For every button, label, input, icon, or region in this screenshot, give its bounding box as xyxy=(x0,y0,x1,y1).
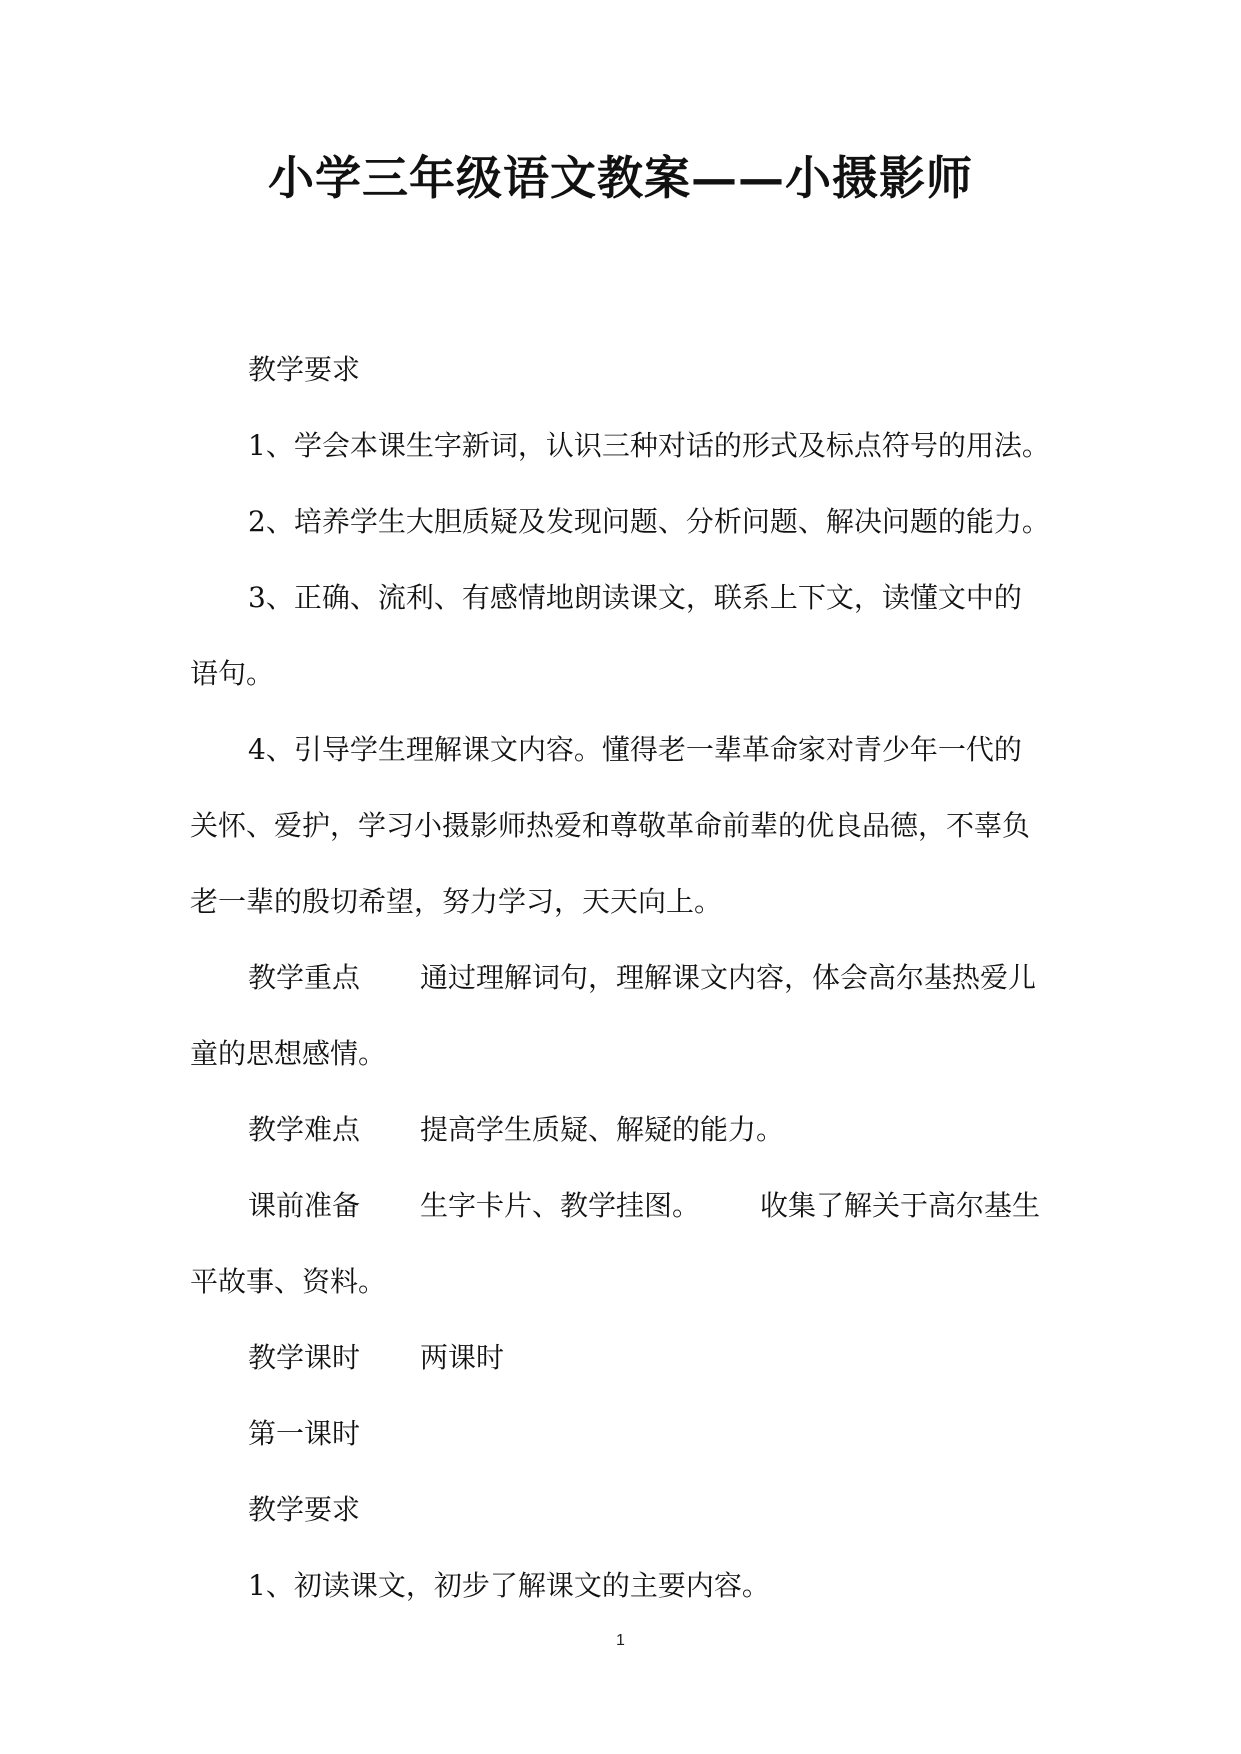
requirement-item-4-line-2: 关怀、爱护，学习小摄影师热爱和尊敬革命前辈的优良品德，不辜负 xyxy=(190,809,1031,842)
requirement-item-2: 2、培养学生大胆质疑及发现问题、分析问题、解决问题的能力。 xyxy=(248,505,1050,538)
first-period-item-1: 1、初读课文，初步了解课文的主要内容。 xyxy=(248,1569,770,1602)
preparation-text-a: 生字卡片、教学挂图。 xyxy=(420,1189,701,1222)
requirement-item-4-line-1: 4、引导学生理解课文内容。懂得老一辈革命家对青少年一代的 xyxy=(248,733,1022,766)
page-number: 1 xyxy=(616,1632,625,1649)
key-points-label: 教学重点 xyxy=(248,961,361,994)
document-title: 小学三年级语文教案——小摄影师 xyxy=(268,151,973,205)
preparation-text-b: 收集了解关于高尔基生 xyxy=(760,1189,1041,1222)
difficulty-line xyxy=(190,1092,1060,1168)
key-points-line-2: 童的思想感情。 xyxy=(190,1037,387,1070)
requirement-item-3-line-1: 3、正确、流利、有感情地朗读课文，联系上下文，读懂文中的 xyxy=(248,581,1022,614)
key-points-text: 通过理解词句，理解课文内容，体会高尔基热爱儿 xyxy=(420,961,1037,994)
periods-line xyxy=(190,1320,1060,1396)
difficulty-label: 教学难点 xyxy=(248,1113,361,1146)
preparation-line-1 xyxy=(190,1168,1060,1244)
requirement-item-4-line-3: 老一辈的殷切希望，努力学习，天天向上。 xyxy=(190,885,723,918)
preparation-label: 课前准备 xyxy=(248,1189,361,1222)
section-heading-teaching-requirements: 教学要求 xyxy=(248,353,361,386)
first-period-heading: 第一课时 xyxy=(248,1417,361,1450)
periods-label: 教学课时 xyxy=(248,1341,361,1374)
periods-text: 两课时 xyxy=(420,1341,505,1374)
document-body xyxy=(190,332,1060,1624)
preparation-line-2: 平故事、资料。 xyxy=(190,1265,387,1298)
key-points-line-1 xyxy=(190,940,1060,1016)
requirement-item-3-line-2: 语句。 xyxy=(190,657,275,690)
first-period-requirements-heading: 教学要求 xyxy=(248,1493,361,1526)
difficulty-text: 提高学生质疑、解疑的能力。 xyxy=(420,1113,785,1146)
requirement-item-1: 1、学会本课生字新词，认识三种对话的形式及标点符号的用法。 xyxy=(248,429,1050,462)
